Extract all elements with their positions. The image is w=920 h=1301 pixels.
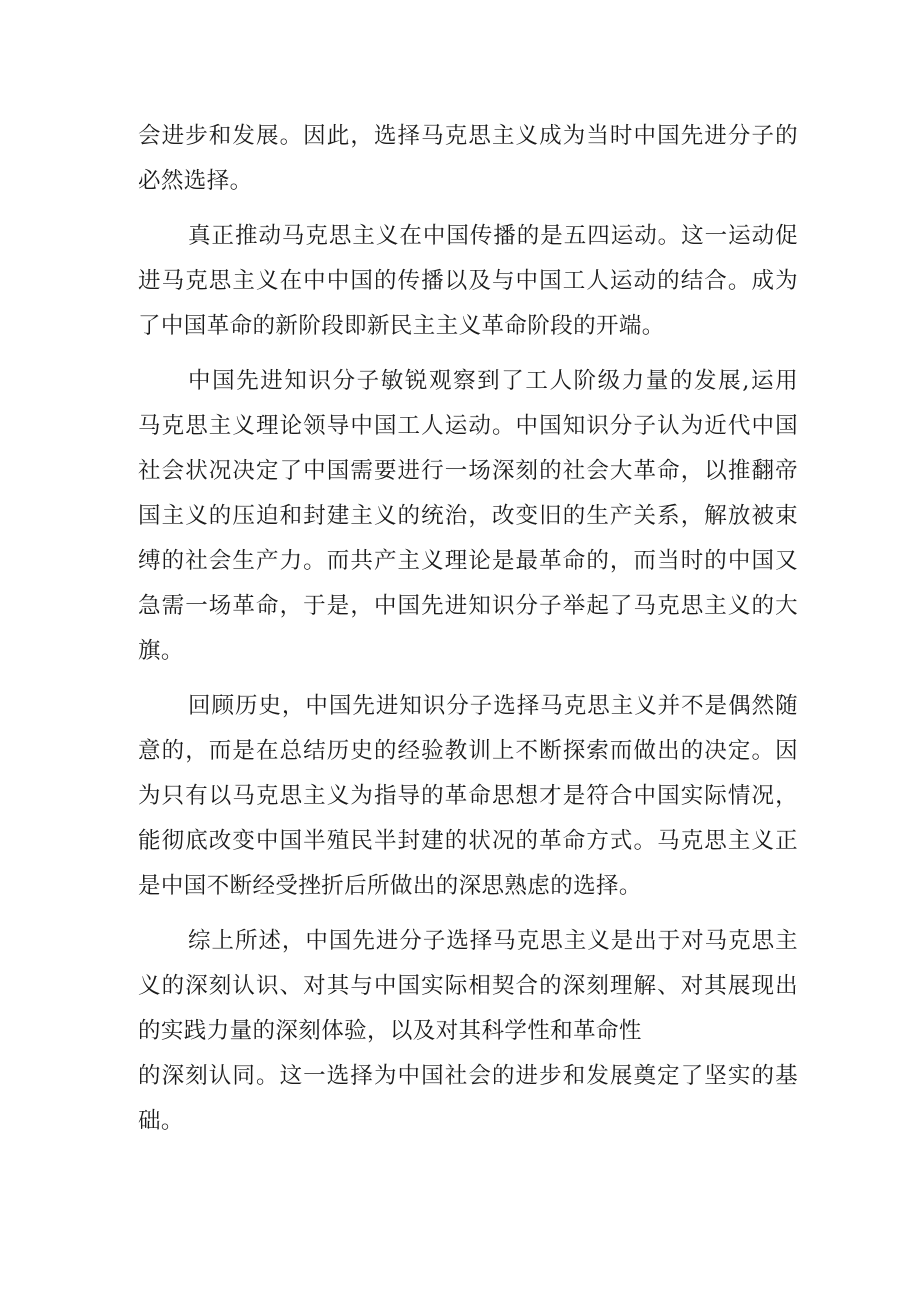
text-line: 的深刻认同。这一选择为中国社会的进步和发展奠定了坚实的基 bbox=[138, 1063, 798, 1089]
text-line: 旗。 bbox=[138, 638, 184, 664]
paragraph bbox=[138, 359, 798, 674]
text-line: 国主义的压迫和封建主义的统治，改变旧的生产关系，解放被束 bbox=[138, 503, 798, 529]
text-line: 社会状况决定了中国需要进行一场深刻的社会大革命，以推翻帝 bbox=[138, 458, 798, 484]
text-line: 义的深刻认识、对其与中国实际相契合的深刻理解、对其展现出 bbox=[138, 973, 798, 999]
paragraph bbox=[138, 214, 798, 349]
text-line: 急需一场革命，于是，中国先进知识分子举起了马克思主义的大 bbox=[138, 593, 798, 619]
text-line: 回顾历史，中国先进知识分子选择马克思主义并不是偶然随 bbox=[188, 693, 798, 719]
text-line: 真正推动马克思主义在中国传播的是五四运动。这一运动促 bbox=[188, 223, 798, 249]
text-line: 马克思主义理论领导中国工人运动。中国知识分子认为近代中国 bbox=[138, 413, 798, 439]
paragraph bbox=[138, 684, 798, 909]
text-line: 了中国革命的新阶段即新民主主义革命阶段的开端。 bbox=[138, 313, 665, 339]
text-line: 进马克思主义在中中国的传播以及与中国工人运动的结合。成为 bbox=[138, 268, 798, 294]
document-body bbox=[138, 114, 798, 1144]
text-line: 是中国不断经受挫折后所做出的深思熟虑的选择。 bbox=[138, 873, 642, 899]
paragraph bbox=[138, 919, 798, 1144]
text-line: 中国先进知识分子敏锐观察到了工人阶级力量的发展,运用 bbox=[188, 368, 798, 394]
text-line: 础。 bbox=[138, 1108, 184, 1134]
text-line: 综上所述，中国先进分子选择马克思主义是出于对马克思主 bbox=[188, 928, 798, 954]
text-line: 必然选择。 bbox=[138, 168, 253, 194]
text-line: 能彻底改变中国半殖民半封建的状况的革命方式。马克思主义正 bbox=[138, 828, 798, 854]
text-line: 的实践力量的深刻体验，以及对其科学性和革命性 bbox=[138, 1018, 642, 1044]
text-line: 意的，而是在总结历史的经验教训上不断探索而做出的决定。因 bbox=[138, 738, 798, 764]
text-line: 为只有以马克思主义为指导的革命思想才是符合中国实际情况， bbox=[138, 783, 798, 809]
text-line: 会进步和发展。因此，选择马克思主义成为当时中国先进分子的 bbox=[138, 123, 798, 149]
text-line: 缚的社会生产力。而共产主义理论是最革命的，而当时的中国又 bbox=[138, 548, 798, 574]
paragraph bbox=[138, 114, 798, 204]
